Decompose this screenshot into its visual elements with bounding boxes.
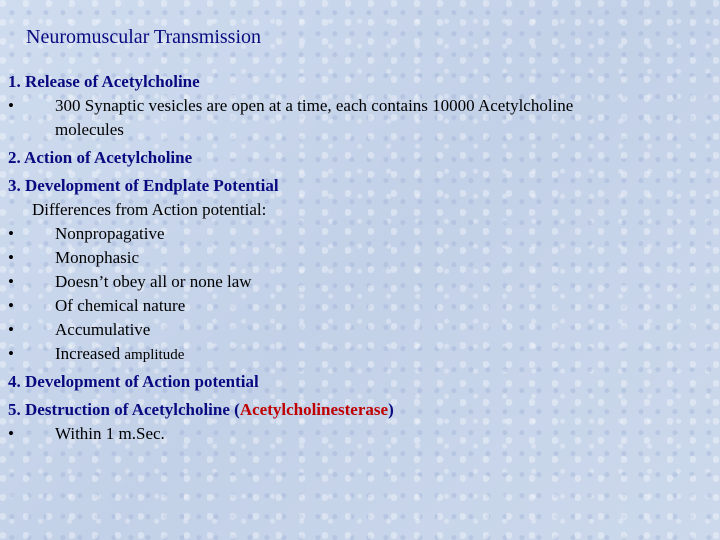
list-item-text: Accumulative bbox=[55, 320, 151, 339]
list-item-text: Doesn’t obey all or none law bbox=[55, 272, 252, 291]
bullet-icon: • bbox=[8, 96, 14, 115]
section-5-heading-post: ) bbox=[388, 400, 394, 419]
section-5-heading-pre: 5. Destruction of Acetylcholine ( bbox=[8, 400, 240, 419]
list-item-continuation: molecules bbox=[55, 120, 124, 139]
bullet-icon: • bbox=[8, 296, 14, 315]
section-1-heading: 1. Release of Acetylcholine bbox=[8, 72, 200, 91]
section-4-heading: 4. Development of Action potential bbox=[8, 372, 259, 391]
list-item-text: Nonpropagative bbox=[55, 224, 165, 243]
list-item bbox=[8, 94, 708, 118]
bullet-icon: • bbox=[8, 248, 14, 267]
list-item-text: Within 1 m.Sec. bbox=[55, 424, 165, 443]
list-item bbox=[8, 342, 708, 366]
enzyme-name: Acetylcholinesterase bbox=[239, 400, 389, 419]
list-item-text: 300 Synaptic vesicles are open at a time, each contains 10000 Acetylcholine bbox=[55, 96, 574, 115]
list-item-text-small: amplitude bbox=[124, 347, 185, 363]
list-item bbox=[8, 294, 708, 318]
bullet-icon: • bbox=[8, 344, 14, 363]
list-item bbox=[8, 246, 708, 270]
section-3-heading: 3. Development of Endplate Potential bbox=[8, 176, 279, 195]
list-item bbox=[8, 422, 708, 446]
bullet-icon: • bbox=[8, 272, 14, 291]
section-5-heading bbox=[8, 398, 708, 422]
list-item-text bbox=[55, 342, 184, 367]
slide-title: Neuromuscular Transmission bbox=[26, 26, 261, 48]
list-item-text-main: Increased bbox=[55, 344, 121, 363]
list-item-text: Monophasic bbox=[55, 248, 140, 267]
list-item bbox=[8, 222, 708, 246]
section-3-subheading: Differences from Action potential: bbox=[32, 200, 267, 219]
bullet-icon: • bbox=[8, 224, 14, 243]
bullet-icon: • bbox=[8, 424, 14, 443]
list-item bbox=[8, 270, 708, 294]
list-item-text: Of chemical nature bbox=[55, 296, 186, 315]
list-item bbox=[8, 318, 708, 342]
bullet-icon: • bbox=[8, 320, 14, 339]
slide-body bbox=[8, 70, 708, 446]
section-2-heading: 2. Action of Acetylcholine bbox=[8, 148, 193, 167]
